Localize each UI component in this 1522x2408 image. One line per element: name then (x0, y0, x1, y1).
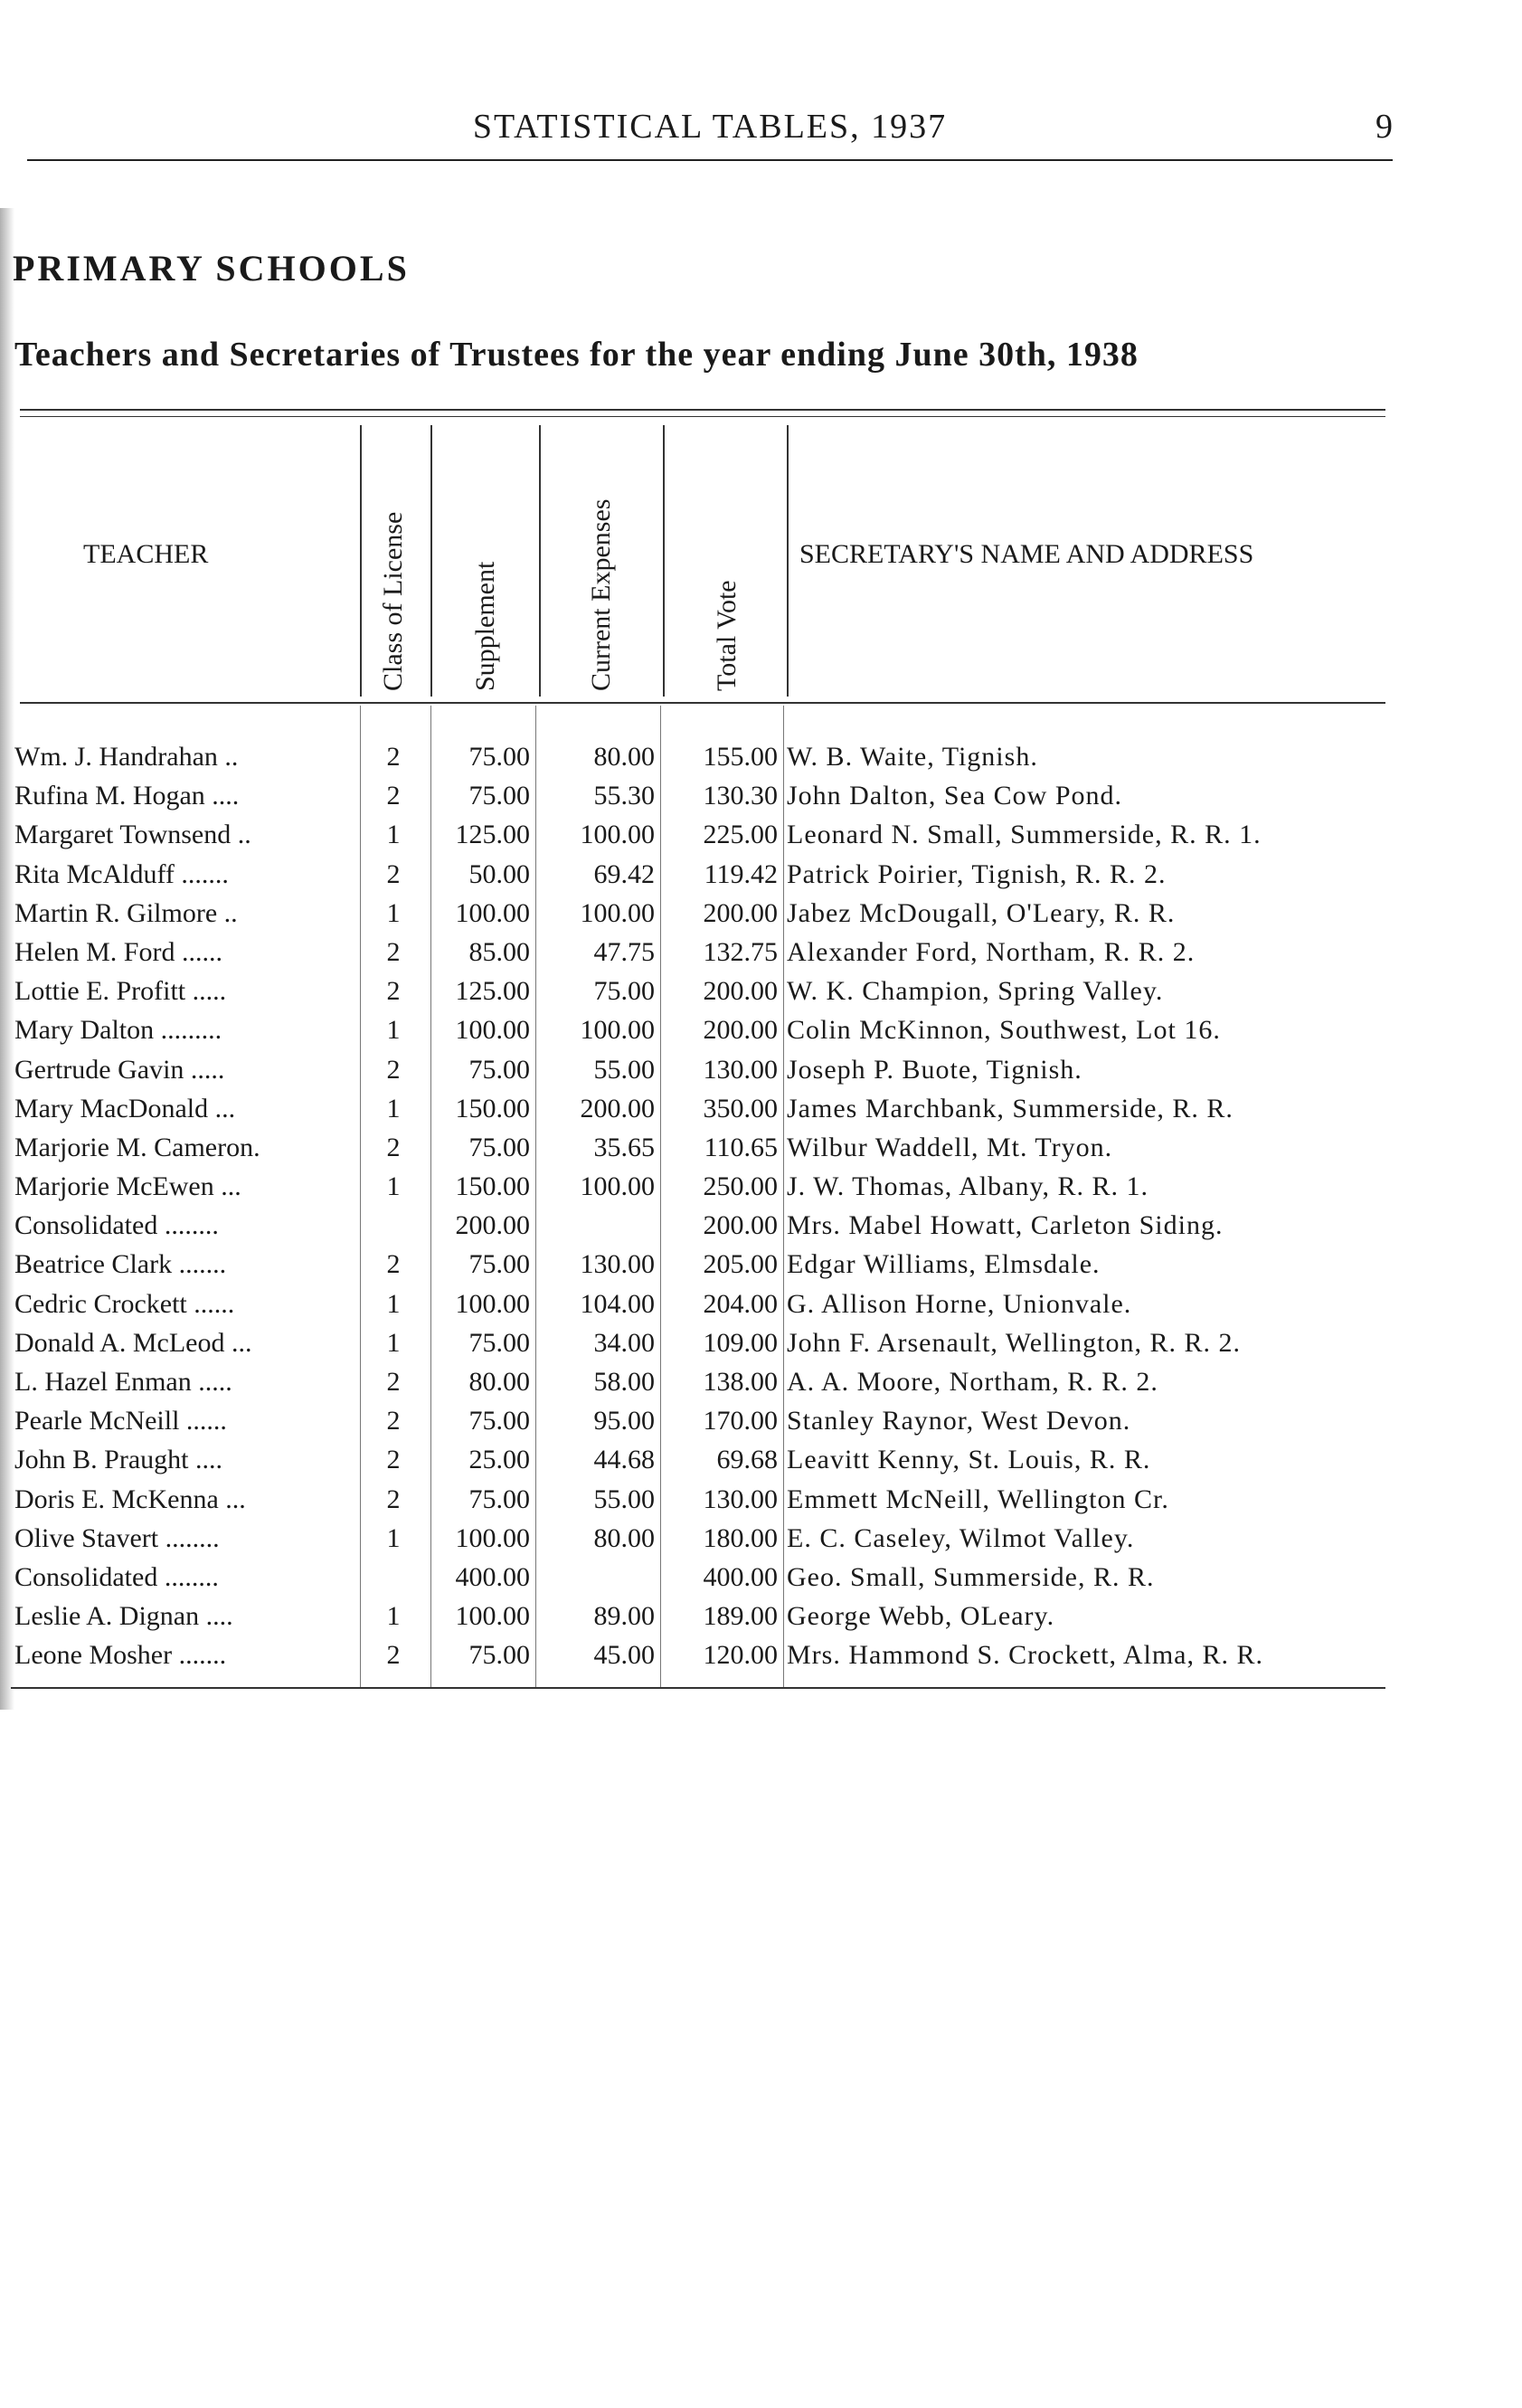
current-expenses-cell: 55.30 (593, 781, 655, 811)
running-header (27, 107, 1393, 161)
teacher-cell: Martin R. Gilmore .. (14, 897, 238, 928)
header-divider (663, 425, 665, 697)
secretary-cell: Mrs. Mabel Howatt, Carleton Siding. (787, 1210, 1224, 1241)
class-of-license-cell: 1 (386, 1522, 401, 1553)
supplement-cell: 200.00 (455, 1210, 530, 1241)
secretary-cell: Wilbur Waddell, Mt. Tryon. (787, 1132, 1113, 1162)
class-of-license-cell: 2 (386, 1132, 401, 1162)
secretary-cell: John F. Arsenault, Wellington, R. R. 2. (787, 1327, 1241, 1358)
current-expenses-cell: 130.00 (580, 1249, 655, 1280)
header-divider (430, 425, 432, 697)
teacher-cell: Mary Dalton ......... (14, 1015, 222, 1046)
table-row (0, 1480, 1522, 1519)
column-header-class-of-license: Class of License (378, 511, 408, 691)
total-vote-cell: 155.00 (703, 742, 778, 772)
table-row (0, 1558, 1522, 1597)
table-row (0, 855, 1522, 894)
total-vote-cell: 189.00 (703, 1601, 778, 1632)
class-of-license-cell: 1 (386, 897, 401, 928)
total-vote-cell: 170.00 (703, 1406, 778, 1436)
teacher-cell: Marjorie M. Cameron. (14, 1132, 260, 1162)
current-expenses-cell: 89.00 (593, 1601, 655, 1632)
secretary-cell: Mrs. Hammond S. Crockett, Alma, R. R. (787, 1640, 1263, 1671)
table-row (0, 1519, 1522, 1558)
secretary-cell: George Webb, OLeary. (787, 1601, 1055, 1632)
supplement-cell: 100.00 (455, 1288, 530, 1319)
header-divider (787, 425, 789, 697)
column-header-teacher: TEACHER (83, 539, 209, 569)
current-expenses-cell: 100.00 (580, 897, 655, 928)
teacher-cell: Rufina M. Hogan .... (14, 781, 240, 811)
total-vote-cell: 180.00 (703, 1522, 778, 1553)
secretary-cell: Geo. Small, Summerside, R. R. (787, 1561, 1155, 1592)
total-vote-cell: 69.68 (716, 1445, 778, 1475)
secretary-cell: Joseph P. Buote, Tignish. (787, 1054, 1082, 1085)
current-expenses-cell: 35.65 (593, 1132, 655, 1162)
supplement-cell: 50.00 (468, 858, 530, 889)
teacher-cell: Marjorie McEwen ... (14, 1171, 241, 1202)
total-vote-cell: 110.65 (704, 1132, 778, 1162)
class-of-license-cell: 2 (386, 936, 401, 967)
table-row (0, 1128, 1522, 1167)
column-header-total-vote: Total Vote (712, 580, 742, 691)
current-expenses-cell: 95.00 (593, 1406, 655, 1436)
class-of-license-cell: 1 (386, 1601, 401, 1632)
column-header-secretary: SECRETARY'S NAME AND ADDRESS (799, 539, 1254, 569)
current-expenses-cell: 69.42 (593, 858, 655, 889)
supplement-cell: 100.00 (455, 1522, 530, 1553)
class-of-license-cell: 2 (386, 1640, 401, 1671)
table-row (0, 1635, 1522, 1674)
table-body (0, 737, 1522, 1675)
teacher-cell: Wm. J. Handrahan .. (14, 742, 239, 772)
teacher-cell: L. Hazel Enman ..... (14, 1367, 232, 1397)
secretary-cell: E. C. Caseley, Wilmot Valley. (787, 1522, 1135, 1553)
current-expenses-cell: 80.00 (593, 742, 655, 772)
secretary-cell: W. B. Waite, Tignish. (787, 742, 1038, 772)
teacher-cell: Donald A. McLeod ... (14, 1327, 252, 1358)
supplement-cell: 75.00 (468, 1484, 530, 1514)
current-expenses-cell: 100.00 (580, 1171, 655, 1202)
teacher-cell: Mary MacDonald ... (14, 1093, 236, 1123)
supplement-cell: 85.00 (468, 936, 530, 967)
teacher-cell: Helen M. Ford ...... (14, 936, 222, 967)
column-header-current-expenses: Current Expenses (586, 498, 616, 691)
table-row (0, 1245, 1522, 1284)
table-row (0, 1089, 1522, 1128)
table-row (0, 972, 1522, 1010)
table-row (0, 1440, 1522, 1479)
class-of-license-cell: 2 (386, 781, 401, 811)
secretary-cell: W. K. Champion, Spring Valley. (787, 976, 1164, 1007)
secretary-cell: Colin McKinnon, Southwest, Lot 16. (787, 1015, 1221, 1046)
total-vote-cell: 130.00 (703, 1054, 778, 1085)
supplement-cell: 75.00 (468, 1132, 530, 1162)
teacher-cell: Consolidated ........ (14, 1561, 219, 1592)
secretary-cell: John Dalton, Sea Cow Pond. (787, 781, 1122, 811)
page-number: 9 (1375, 108, 1393, 146)
class-of-license-cell: 2 (386, 1406, 401, 1436)
teacher-cell: Consolidated ........ (14, 1210, 219, 1241)
class-of-license-cell: 1 (386, 1327, 401, 1358)
class-of-license-cell: 2 (386, 742, 401, 772)
table-row (0, 1323, 1522, 1362)
running-title: STATISTICAL TABLES, 1937 (472, 108, 948, 146)
table-row (0, 737, 1522, 776)
table-row (0, 776, 1522, 815)
table-bottom-rule (11, 1687, 1385, 1689)
teacher-cell: John B. Praught .... (14, 1445, 223, 1475)
supplement-cell: 100.00 (455, 897, 530, 928)
total-vote-cell: 130.00 (703, 1484, 778, 1514)
supplement-cell: 100.00 (455, 1015, 530, 1046)
total-vote-cell: 132.75 (703, 936, 778, 967)
total-vote-cell: 200.00 (703, 976, 778, 1007)
teacher-cell: Lottie E. Profitt ..... (14, 976, 227, 1007)
secretary-cell: Leonard N. Small, Summerside, R. R. 1. (787, 820, 1262, 850)
current-expenses-cell: 200.00 (580, 1093, 655, 1123)
table-row (0, 1285, 1522, 1323)
total-vote-cell: 130.30 (703, 781, 778, 811)
secretary-cell: J. W. Thomas, Albany, R. R. 1. (787, 1171, 1149, 1202)
header-divider (360, 425, 362, 697)
secretary-cell: G. Allison Horne, Unionvale. (787, 1288, 1132, 1319)
current-expenses-cell: 55.00 (593, 1484, 655, 1514)
current-expenses-cell: 104.00 (580, 1288, 655, 1319)
class-of-license-cell: 1 (386, 1288, 401, 1319)
class-of-license-cell: 2 (386, 1054, 401, 1085)
supplement-cell: 125.00 (455, 820, 530, 850)
supplement-cell: 75.00 (468, 1327, 530, 1358)
supplement-cell: 75.00 (468, 1054, 530, 1085)
teacher-cell: Gertrude Gavin ..... (14, 1054, 225, 1085)
table-top-rule (20, 409, 1385, 411)
teacher-cell: Cedric Crockett ...... (14, 1288, 235, 1319)
class-of-license-cell: 2 (386, 1484, 401, 1514)
table-row (0, 1362, 1522, 1401)
teacher-cell: Leone Mosher ....... (14, 1640, 227, 1671)
section-title: PRIMARY SCHOOLS (13, 248, 410, 289)
supplement-cell: 400.00 (455, 1561, 530, 1592)
teacher-cell: Olive Stavert ........ (14, 1522, 220, 1553)
supplement-cell: 75.00 (468, 742, 530, 772)
table-row (0, 1206, 1522, 1245)
supplement-cell: 100.00 (455, 1601, 530, 1632)
current-expenses-cell: 47.75 (593, 936, 655, 967)
total-vote-cell: 200.00 (703, 1210, 778, 1241)
total-vote-cell: 138.00 (703, 1367, 778, 1397)
current-expenses-cell: 44.68 (593, 1445, 655, 1475)
total-vote-cell: 200.00 (703, 897, 778, 928)
class-of-license-cell: 2 (386, 1367, 401, 1397)
total-vote-cell: 350.00 (703, 1093, 778, 1123)
secretary-cell: Patrick Poirier, Tignish, R. R. 2. (787, 858, 1167, 889)
table-row (0, 1597, 1522, 1635)
current-expenses-cell: 100.00 (580, 820, 655, 850)
total-vote-cell: 120.00 (703, 1640, 778, 1671)
teacher-cell: Rita McAlduff ....... (14, 858, 229, 889)
table-row (0, 1167, 1522, 1206)
class-of-license-cell: 2 (386, 858, 401, 889)
current-expenses-cell: 75.00 (593, 976, 655, 1007)
current-expenses-cell: 100.00 (580, 1015, 655, 1046)
teacher-cell: Leslie A. Dignan .... (14, 1601, 233, 1632)
secretary-cell: Leavitt Kenny, St. Louis, R. R. (787, 1445, 1151, 1475)
supplement-cell: 125.00 (455, 976, 530, 1007)
total-vote-cell: 109.00 (703, 1327, 778, 1358)
class-of-license-cell: 2 (386, 1249, 401, 1280)
class-of-license-cell: 2 (386, 1445, 401, 1475)
total-vote-cell: 200.00 (703, 1015, 778, 1046)
supplement-cell: 25.00 (468, 1445, 530, 1475)
supplement-cell: 75.00 (468, 1249, 530, 1280)
current-expenses-cell: 55.00 (593, 1054, 655, 1085)
total-vote-cell: 119.42 (704, 858, 778, 889)
teacher-cell: Margaret Townsend .. (14, 820, 251, 850)
supplement-cell: 75.00 (468, 781, 530, 811)
total-vote-cell: 250.00 (703, 1171, 778, 1202)
table-top-rule-inner (20, 416, 1385, 417)
total-vote-cell: 225.00 (703, 820, 778, 850)
supplement-cell: 75.00 (468, 1640, 530, 1671)
header-bottom-rule (20, 702, 1385, 704)
secretary-cell: Alexander Ford, Northam, R. R. 2. (787, 936, 1196, 967)
secretary-cell: Stanley Raynor, West Devon. (787, 1406, 1131, 1436)
secretary-cell: Emmett McNeill, Wellington Cr. (787, 1484, 1169, 1514)
total-vote-cell: 204.00 (703, 1288, 778, 1319)
current-expenses-cell: 34.00 (593, 1327, 655, 1358)
class-of-license-cell: 1 (386, 1171, 401, 1202)
current-expenses-cell: 45.00 (593, 1640, 655, 1671)
table-row (0, 1050, 1522, 1089)
supplement-cell: 80.00 (468, 1367, 530, 1397)
current-expenses-cell: 80.00 (593, 1522, 655, 1553)
class-of-license-cell: 1 (386, 820, 401, 850)
supplement-cell: 150.00 (455, 1093, 530, 1123)
header-divider (539, 425, 541, 697)
class-of-license-cell: 1 (386, 1093, 401, 1123)
teacher-cell: Doris E. McKenna ... (14, 1484, 246, 1514)
current-expenses-cell: 58.00 (593, 1367, 655, 1397)
secretary-cell: James Marchbank, Summerside, R. R. (787, 1093, 1234, 1123)
table-row (0, 1010, 1522, 1049)
secretary-cell: A. A. Moore, Northam, R. R. 2. (787, 1367, 1158, 1397)
total-vote-cell: 205.00 (703, 1249, 778, 1280)
class-of-license-cell: 1 (386, 1015, 401, 1046)
supplement-cell: 75.00 (468, 1406, 530, 1436)
table-row (0, 815, 1522, 854)
supplement-cell: 150.00 (455, 1171, 530, 1202)
total-vote-cell: 400.00 (703, 1561, 778, 1592)
secretary-cell: Edgar Williams, Elmsdale. (787, 1249, 1101, 1280)
table-subtitle: Teachers and Secretaries of Trustees for the year ending June 30th, 1938 (14, 336, 1139, 374)
table-row (0, 933, 1522, 972)
class-of-license-cell: 2 (386, 976, 401, 1007)
teacher-cell: Beatrice Clark ....... (14, 1249, 227, 1280)
table-row (0, 894, 1522, 933)
teacher-cell: Pearle McNeill ...... (14, 1406, 227, 1436)
column-header-supplement: Supplement (470, 561, 500, 691)
table-row (0, 1401, 1522, 1440)
secretary-cell: Jabez McDougall, O'Leary, R. R. (787, 897, 1176, 928)
